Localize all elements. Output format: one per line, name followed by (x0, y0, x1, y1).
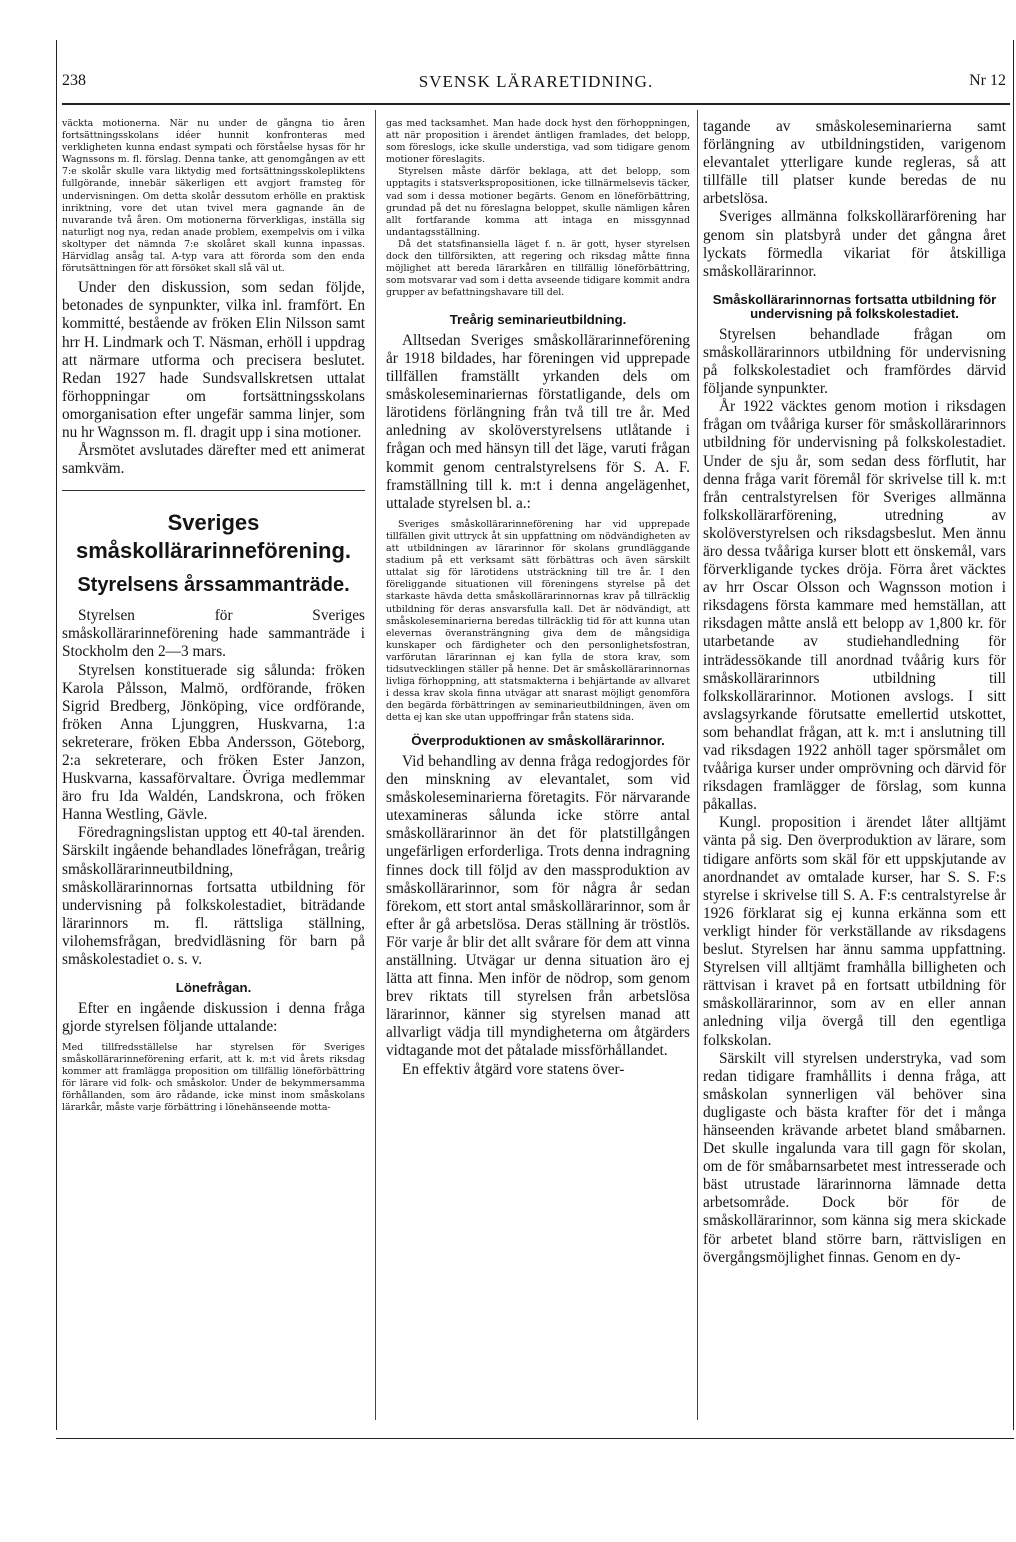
paragraph: Kungl. proposition i ärendet låter alltjämt vänta på sig. Den överproduktion av lärare, som tidigare anförts som skäl för ett uppskjutande av anordnandet av omtalade kurser, har S. S. F:s styrelse i skrivelse till S. A. F:s centralstyrelse år 1926 förklarat sig ej kunna erkänna som ett verkligt hinder för verkställande av riksdagens beslut. Styrelsen har ännu samma uppfattning. Styrelsen vill alltjämt framhålla billigheten och rättvisan i kravet på en fortsatt utbildning för småskollärarinnor, som av en eller annan anledning vilja övergå till den egentliga folkskolan. (703, 814, 1006, 1049)
column-divider-2 (697, 110, 698, 1420)
article-title-line2: småskollärarinneförening. (75, 538, 352, 564)
section-heading: Lönefrågan. (175, 980, 252, 996)
statement-quote: Sveriges småskollärarinneförening har vid upprepade tillfällen givit uttryck åt sin uppfattning om nödvändigheten av att utbildningen av lärarinnor för skolans grundläggande stadium på ett verksamt sätt förbättras och även särskilt uttalat sig för lärotidens utsträckning till tre år. I den föreliggande situationen vill föreningens styrelse på det starkaste hävda detta småskollärarinnornas krav på tillräcklig utbildning för deras ansvarsfulla kall. Det är nödvändigt, att småskoleseminarierna beredas tillräcklig tid för att kunna utan elevernas överansträngning giva dem de mångsidiga kunskaper och färdigheter och den personlighetsfostran, varförutan lärarinnan ej kan fylla de stora krav, som tidsutvecklingen ställer på henne. Det är småskollärarinnornas livliga förhoppning, att statsmakterna i behjärtande av allvaret i dessa krav skola finna utvägar att snarast möjligt genomföra den begärda förbättringen av seminarieutbildningen, även om detta ej kan ske utan uppoffringar från statens sida. (386, 518, 690, 724)
resolution-continued: gas med tacksamhet. Man hade dock hyst den förhoppningen, att när proposition i ärendet äntligen framlades, det belopp, som föreslogs, icke skulle understiga, vad som tidigare genom motioner föreslagits. (386, 118, 690, 166)
paragraph: Vid behandling av denna fråga redogjordes för den minskning av elevantalet, som vid småskoleseminarierna företagits. För närvarande utexamineras sålunda icke större antal småskollärarinnor än det för platstillgången ungefärligen erforderliga. Trots denna indragning finnes dock till följd av den massproduktion av småskollärarinnor, som för några år sedan förekom, ett stort antal småskollärarinnor, som år efter år gå arbetslösa. Deras ställning är tröstlös. För varje år blir det allt svårare för dem att vinna anställning. Utvägar ur denna situation äro ej lätta att finna. Men inför de nödrop, som genom brev riktats till styrelsen från arbetslösa lärarinnor, känner sig styrelsen manad att allvarligt vädja till myndigheterna om åtgärders vidtagande mot det påtalade missförhållandet. (386, 752, 690, 1060)
page-number: 238 (62, 72, 86, 89)
page-border-bottom (56, 1438, 1014, 1439)
paragraph: År 1922 väcktes genom motion i riksdagen frågan om tvååriga kurser för småskollärarinnors utbildning för undervisning på folkskolestadiet. Under de sju år, som sedan dess förflutit, har denna fråga varit föremål för skrivelse till k. m:t från centralstyrelsen för Sveriges allmänna folkskollärarförening, utredning av skolöverstyrelsen och riksdagsbeslut. Men ännu äro dessa tvååriga kurser blott ett önskemål, vars förverkligande tyckes dröja. Förra året väcktes av hrr Oscar Olsson och Wagnsson motion i riksdagens första kammare med hemställan, att riksdagen måtte anslå ett belopp av 1,800 kr. för utarbetande av studiehandledning för inträdessökande till anordnad tvåårig kurs för småskollärarinnors utbildning till folkskollärarinnor. Motionen avslogs. I sitt avslagsyrkande förutsatte emellertid utskottet, som behandlat frågan, att k. m:t i anslutning till vad riksdagen 1922 anhöll tager spörsmålet om tvååriga kurser under omprövning och därvid för riksdagen framlägger de förslag, som kunna påkallas. (703, 398, 1006, 814)
paragraph: Under den diskussion, som sedan följde, betonades de synpunkter, vilka inl. framfört. En kommitté, bestående av fröken Elin Nilsson samt hrr H. Lindmark och T. Näsman, erhöll i uppdrag att närmare utforma och precisera beslutet. Redan 1927 hade Sundsvallskretsen uttalat förhoppningar om fortsättningsskolans omorganisation efter ungefär samma linjer, som nu hr Wagnsson m. fl. dragit upp i sina motioner. (62, 279, 365, 441)
column-3 (703, 118, 1006, 1418)
paragraph: Styrelsen konstituerade sig sålunda: fröken Karola Pålsson, Malmö, ordförande, fröken Sigrid Bredberg, Jönköping, vice ordförande, fröken Anna Ljunggren, Huskvarna, 1:a sekreterare, fröken Ebba Andersson, Göteborg, 2:a sekreterare, och fröken Ester Janzon, Huskvarna, kassaförvaltare. Övriga medlemmar äro fru Ida Waldén, Landskrona, och fröken Hanna Westling, Gävle. (62, 661, 365, 824)
article-title-line1: Sveriges (167, 510, 260, 536)
column-divider-1 (375, 110, 376, 1420)
paragraph: Årsmötet avslutades därefter med ett animerat samkväm. (62, 442, 365, 478)
issue-number: Nr 12 (969, 72, 1006, 89)
page-border-right (1013, 40, 1014, 1430)
paragraph: Särskilt vill styrelsen understryka, vad som redan tidigare framhållits i denna fråga, att småskolan synnerligen väl behöver sina dugligaste och bästa krafter för det i många hänseenden krävande arbetet bland småbarnen. Det skulle ingalunda vara till gagn för skolan, om de för småbarnsarbetet mest intresserade och bäst utrustade lärarinnorna lämnade detta arbetsområde. Dock bör för de småskollärarinnor, som känna sig mera skickade för arbetet bland större barn, rättvisligen en övergångsmöjlighet finnas. Genom en dy- (703, 1049, 1006, 1266)
paragraph: Styrelsen för Sveriges småskollärarinneförening hade sammanträde i Stockholm den 2—3 mars. (62, 607, 365, 661)
paragraph: En effektiv åtgärd vore statens över- (402, 1060, 625, 1078)
paragraph: tagande av småskoleseminarierna samt förlängning av utbildningstiden, varigenom elevantalet ytterligare kunde regleras, så att tillfälle till platser kunde beredas de nu arbetslösa. (703, 118, 1006, 208)
resolution-continued: Då det statsfinansiella läget f. n. är gott, hyser styrelsen dock den tillförsikten, att regering och riksdag måtte finna möjlighet att bereda lärarkåren en tillfällig löneförbättring, som motsvarar vad som i detta avseende tidigare kommit andra grupper av befattningshavare till del. (386, 238, 690, 299)
column-2 (386, 118, 690, 1418)
paragraph: Alltsedan Sveriges småskollärarinneförening år 1918 bildades, har föreningen vid upprepade tillfällen framställt yrkanden dels om småskoleseminariernas förstatligande, dels om lärotidens förlängning från två till tre år. Med anledning av skolöverstyrelsens utlåtande i frågan och med hänsyn till det läge, varuti frågan kommit genom centralstyrelsens för S. A. F. framställning till k. m:t i denna angelägenhet, uttalade styrelsen bl. a.: (386, 331, 690, 512)
article-separator (62, 490, 365, 491)
resolution-quote: Med tillfredsställelse har styrelsen för Sveriges småskollärarinneförening erfarit, att k. m:t vid årets riksdag kommer att framlägga proposition om tillfällig löneförbättring för lärare vid folk- och småskolor. Under de bekymmersamma förhållanden, som äro rådande, icke minst inom småskolans lärarkår, måste varje förbättring i lönehänseende motta- (62, 1041, 365, 1114)
resolution-continued: Styrelsen måste därför beklaga, att det belopp, som upptagits i statsverkspropositionen, icke tillnärmelsevis täcker, vad som i dessa motioner begärts. Genom en löneförbättring, grundad på det nu föreslagna beloppet, skulle nämligen kåren allt fortfarande komma att intaga en missgynnad undantagsställning. (386, 166, 690, 238)
paragraph: Efter en ingående diskussion i denna fråga gjorde styrelsen följande uttalande: (62, 999, 365, 1035)
paragraph: Sveriges allmänna folkskollärarförening har genom sin platsbyrå under det gångna året lyckats förmedla vikariat för åtskilliga småskollärarinnor. (703, 208, 1006, 280)
page-header (62, 72, 1010, 98)
motion-report-text: väckta motionerna. När nu under de gångna tio åren fortsättningsskolans idéer hunnit konfronteras med verkligheten kunna endast sympati och förståelse hysas för hr Wagnssons m. fl. förslag. Denna tanke, att genomgången av ett 7:e skolår skulle vara liktydig med fortsättningsskolepliktens fullgörande, innebär säkerligen ett avgjort framsteg för undervisningen. Om detta skolår dessutom erhölle en praktisk inriktning, vore det utan tvivel mera gagnande än de nuvarande två åren. Om motionerna förverkligas, inställa sig naturligt nog nya, redan anade problem, exempelvis om i vilka skoltyper det nämnda 7:e skolåret skall kunna inpassas. Härvidlag ansåg tal. A-typ vara att förorda som den enda förutsättningen för att försöket skall slå väl ut. (62, 118, 365, 275)
journal-title: SVENSK LÄRARETIDNING. (418, 72, 654, 91)
article-subtitle: Styrelsens årssammanträde. (77, 574, 350, 597)
section-heading: Treårig seminarieutbildning. (449, 312, 627, 328)
column-1 (62, 118, 365, 1418)
section-heading: Överproduktionen av småskollärarinnor. (411, 733, 665, 749)
header-rule (62, 103, 1010, 105)
section-heading: Småskollärarinnornas fortsatta utbildning för undervisning på folkskolestadiet. (712, 291, 997, 322)
paragraph: Styrelsen behandlade frågan om småskollärarinnors utbildning för undervisning på folkskolestadiet och framfördes därvid följande synpunkter. (703, 325, 1006, 398)
page-border-left (56, 40, 57, 1430)
paragraph: Föredragningslistan upptog ett 40-tal ärenden. Särskilt ingående behandlades lönefrågan, treårig småskollärarinneutbildning, småskollärarinnornas fortsatta utbildning för undervisning på folkskolestadiet, biträdande lärarinnors m. fl. rättsliga ställning, vilohemsfrågan, bredvidläsning för barn på småskolestadiet o. s. v. (62, 824, 365, 969)
